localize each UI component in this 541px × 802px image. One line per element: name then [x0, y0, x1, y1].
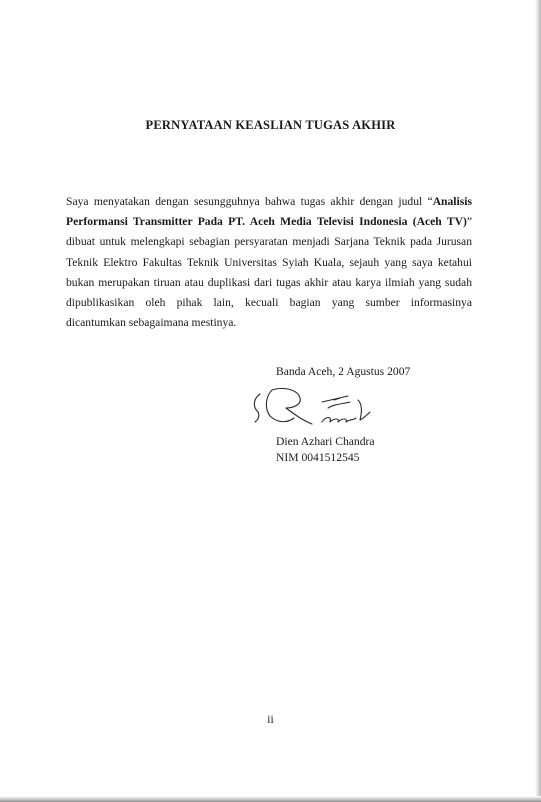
paragraph-line: Teknik Elektro Fakultas Teknik Universitas Syiah Kuala, sejauh yang saya ketahui: [66, 255, 472, 269]
paragraph-line: dipublikasikan oleh pihak lain, kecuali bagian yang sumber informasinya: [66, 296, 472, 310]
page-edge-shadow: [535, 0, 541, 802]
signature-place-date: [276, 364, 410, 380]
signer-name: Dien Azhari Chandra: [276, 435, 375, 448]
paragraph-line: dicantumkan sebagaimana mestinya.: [66, 316, 237, 330]
paragraph-line: Performansi Transmitter Pada PT. Aceh Media Televisi Indonesia (Aceh TV)”: [66, 215, 472, 229]
page-number: ii: [267, 713, 274, 726]
paragraph-line: bukan merupakan tiruan atau duplikasi dari tugas akhir atau karya ilmiah yang sudah: [66, 275, 472, 289]
signer-nim: NIM 0041512545: [276, 451, 360, 464]
page-title: PERNYATAAN KEASLIAN TUGAS AKHIR: [145, 118, 396, 132]
paragraph-line: Saya menyatakan dengan sesungguhnya bahwa tugas akhir dengan judul “Analisis: [66, 195, 472, 208]
page-bottom-edge: [0, 796, 541, 802]
statement-paragraph: [66, 192, 472, 333]
handwritten-signature: [250, 382, 400, 432]
place-date: Banda Aceh, 2 Agustus 2007: [276, 365, 411, 378]
signer-block: [276, 434, 375, 466]
paragraph-line: dibuat untuk melengkapi sebagian persyaratan menjadi Sarjana Teknik pada Jurusan: [66, 235, 472, 249]
